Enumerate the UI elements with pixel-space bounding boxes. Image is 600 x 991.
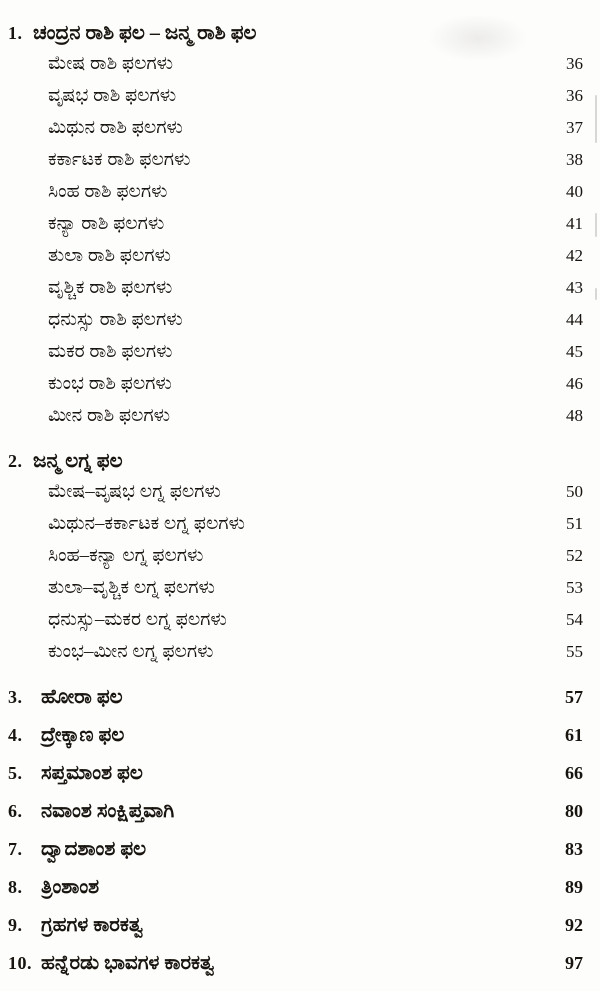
toc-item-title: ಧನುಸ್ಸು–ಮಕರ ಲಗ್ನ ಫಲಗಳು	[48, 609, 227, 630]
toc-item	[8, 400, 583, 432]
toc-item	[8, 636, 583, 668]
toc-item-page: 40	[566, 182, 583, 201]
toc-item-page: 48	[566, 406, 583, 425]
toc-item	[8, 272, 583, 304]
toc-item-title: ಮಿಥುನ ರಾಶಿ ಫಲಗಳು	[48, 117, 183, 138]
toc-section-number: 10.	[8, 953, 32, 973]
toc-item-page: 38	[566, 150, 583, 169]
toc-item	[8, 144, 583, 176]
toc-item-title: ವೃಷಭ ರಾಶಿ ಫಲಗಳು	[48, 85, 177, 106]
toc-section-7	[8, 834, 583, 864]
toc-item-page: 52	[566, 546, 583, 565]
toc-section-3	[8, 682, 583, 712]
toc-item-title: ತುಲಾ ರಾಶಿ ಫಲಗಳು	[48, 245, 171, 266]
toc-item-page: 43	[566, 278, 583, 297]
toc-item-page: 53	[566, 578, 583, 597]
toc-item-title: ಕನ್ಯಾ ರಾಶಿ ಫಲಗಳು	[48, 213, 165, 234]
toc-section-page: 57	[565, 687, 583, 707]
toc-item-page: 46	[566, 374, 583, 393]
toc-section-2	[8, 446, 583, 476]
toc-section-1	[8, 18, 583, 48]
toc-item	[8, 112, 583, 144]
toc-item-title: ಕರ್ಕಾಟಕ ರಾಶಿ ಫಲಗಳು	[48, 149, 191, 170]
toc-item-page: 36	[566, 54, 583, 73]
toc-section-8	[8, 872, 583, 902]
toc-item-title: ಧನುಸ್ಸು ರಾಶಿ ಫಲಗಳು	[48, 309, 183, 330]
toc-item-title: ಸಿಂಹ–ಕನ್ಯಾ ಲಗ್ನ ಫಲಗಳು	[48, 545, 204, 566]
toc-item-page: 44	[566, 310, 583, 329]
toc-item-page: 36	[566, 86, 583, 105]
toc-section-number: 9.	[8, 915, 23, 935]
toc-item-title: ಮಿಥುನ–ಕರ್ಕಾಟಕ ಲಗ್ನ ಫಲಗಳು	[48, 513, 245, 534]
toc-item-page: 45	[566, 342, 583, 361]
toc-item-page: 42	[566, 246, 583, 265]
toc-section-title: ಸಪ್ತಮಾಂಶ ಫಲ	[41, 762, 143, 784]
toc-section-page: 61	[565, 725, 583, 745]
toc-section-page: 83	[565, 839, 583, 859]
toc-item-title: ಕುಂಭ–ಮೀನ ಲಗ್ನ ಫಲಗಳು	[48, 641, 214, 662]
toc-section-title: ಗ್ರಹಗಳ ಕಾರಕತ್ವ	[41, 914, 144, 936]
toc-item-title: ಮೀನ ರಾಶಿ ಫಲಗಳು	[48, 405, 170, 426]
toc-section-5	[8, 758, 583, 788]
toc-section-number: 2.	[8, 451, 23, 471]
toc-section-number: 1.	[8, 23, 23, 43]
toc-item	[8, 508, 583, 540]
toc-item-title: ತುಲಾ–ವೃಶ್ಚಿಕ ಲಗ್ನ ಫಲಗಳು	[48, 577, 215, 598]
toc-item-title: ಮೇಷ–ವೃಷಭ ಲಗ್ನ ಫಲಗಳು	[48, 481, 221, 502]
toc-item-page: 54	[566, 610, 583, 629]
toc-item-page: 41	[566, 214, 583, 233]
toc-item	[8, 572, 583, 604]
toc-section-number: 6.	[8, 801, 23, 821]
toc-item-page: 50	[566, 482, 583, 501]
toc-section-4	[8, 720, 583, 750]
toc-section-6	[8, 796, 583, 826]
toc-item	[8, 336, 583, 368]
toc-section-page: 80	[565, 801, 583, 821]
toc-section-page: 97	[565, 953, 583, 973]
toc-section-title: ಹೋರಾ ಫಲ	[41, 686, 123, 708]
toc-item	[8, 48, 583, 80]
toc-section-page: 89	[565, 877, 583, 897]
toc-item-title: ವೃಶ್ಚಿಕ ರಾಶಿ ಫಲಗಳು	[48, 277, 173, 298]
toc-item	[8, 476, 583, 508]
toc-section-number: 5.	[8, 763, 23, 783]
toc-item-title: ಕುಂಭ ರಾಶಿ ಫಲಗಳು	[48, 373, 172, 394]
toc-item-title: ಮಕರ ರಾಶಿ ಫಲಗಳು	[48, 341, 173, 362]
toc-section-number: 4.	[8, 725, 23, 745]
toc-section-title: ತ್ರಿಂಶಾಂಶ	[41, 876, 100, 898]
toc-item-page: 51	[566, 514, 583, 533]
toc-section-title: ನವಾಂಶ ಸಂಕ್ಷಿಪ್ತವಾಗಿ	[41, 800, 175, 822]
toc-item	[8, 540, 583, 572]
toc-section-number: 7.	[8, 839, 23, 859]
toc-item-page: 37	[566, 118, 583, 137]
toc-item	[8, 240, 583, 272]
toc-item	[8, 604, 583, 636]
toc-section-9	[8, 910, 583, 940]
toc-section-10	[8, 948, 583, 978]
toc-item	[8, 368, 583, 400]
toc-section-title: ದ್ವಾದಶಾಂಶ ಫಲ	[41, 838, 147, 860]
toc-item-title: ಸಿಂಹ ರಾಶಿ ಫಲಗಳು	[48, 181, 168, 202]
toc-section-title: ದ್ರೇಕ್ಕಾಣ ಫಲ	[41, 724, 125, 746]
toc-item-page: 55	[566, 642, 583, 661]
toc-section-number: 8.	[8, 877, 23, 897]
toc-item	[8, 176, 583, 208]
toc-item	[8, 304, 583, 336]
toc-section-title: ಹನ್ನೆರಡು ಭಾವಗಳ ಕಾರಕತ್ವ	[41, 952, 215, 974]
toc-section-page: 92	[565, 915, 583, 935]
toc-section-title: ಚಂದ್ರನ ರಾಶಿ ಫಲ – ಜನ್ಮ ರಾಶಿ ಫಲ	[33, 22, 257, 44]
toc-section-number: 3.	[8, 687, 23, 707]
toc-item-title: ಮೇಷ ರಾಶಿ ಫಲಗಳು	[48, 53, 174, 74]
toc-section-title: ಜನ್ಮ ಲಗ್ನ ಫಲ	[33, 450, 123, 472]
toc-item	[8, 208, 583, 240]
toc-item	[8, 80, 583, 112]
toc-section-page: 66	[565, 763, 583, 783]
